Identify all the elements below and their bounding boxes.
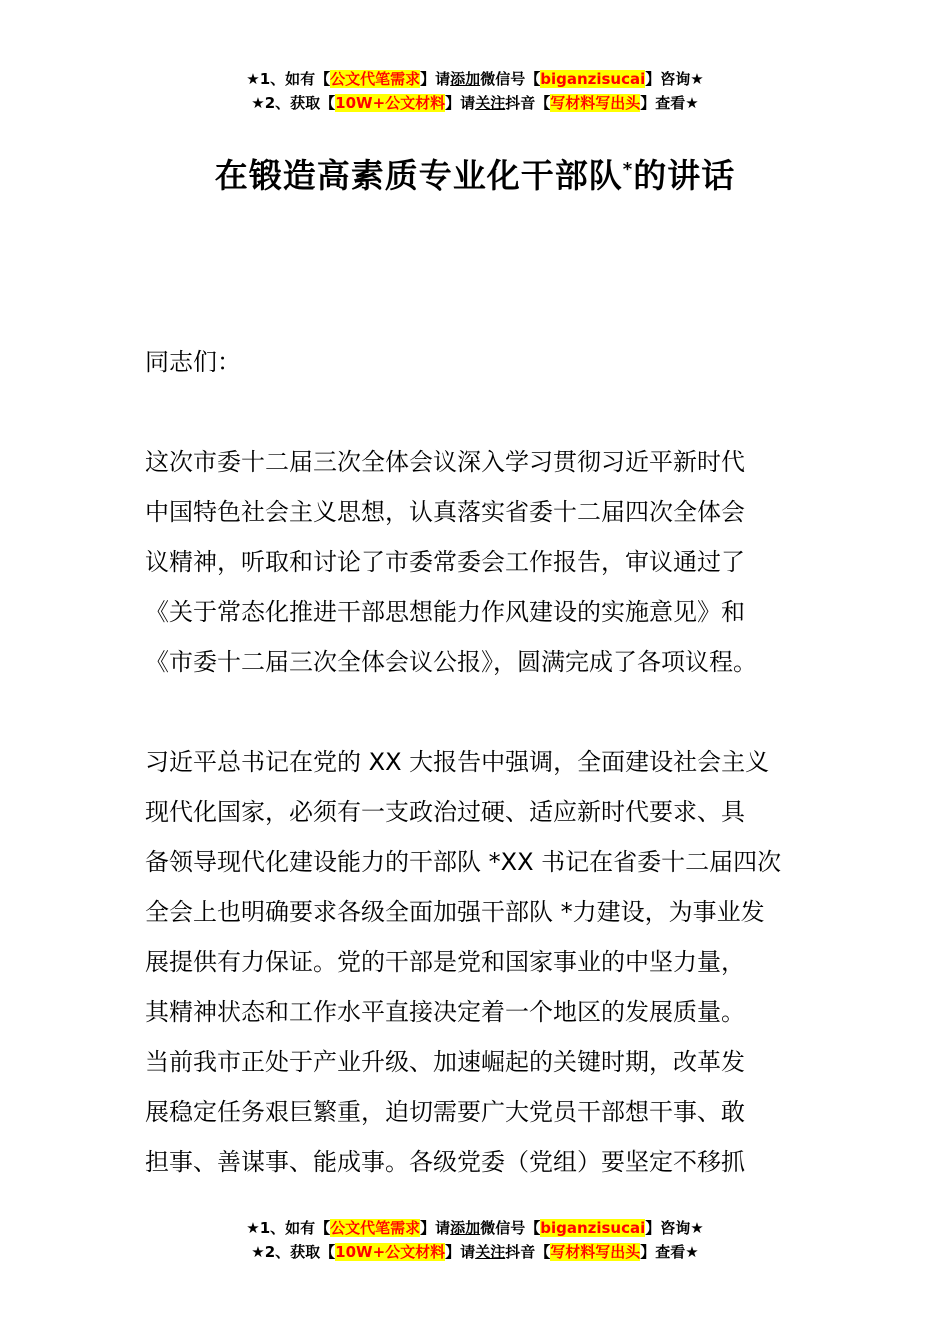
- star-icon: ★: [246, 1219, 260, 1237]
- text-line: 当前我市正处于产业升级、加速崛起的关键时期，改革发: [145, 1048, 745, 1076]
- paragraph-2: [145, 737, 810, 1187]
- promo-highlight: 10W+公文材料: [335, 1243, 446, 1261]
- text-line: 展提供有力保证。党的干部是党和国家事业的中坚力量，: [145, 948, 745, 976]
- document-title: 在锻造高素质专业化干部队*的讲话: [214, 156, 736, 195]
- text-line: 《市委十二届三次全体会议公报》，圆满完成了各项议程。: [145, 648, 757, 676]
- promo-line-2: ★2、获取【10W+公文材料】请关注抖音【写材料写出头】查看★: [251, 94, 699, 112]
- salutation: 同志们：: [145, 348, 241, 376]
- promo-highlight: 公文代笔需求: [330, 70, 421, 88]
- text-line: 习近平总书记在党的 XX 大报告中强调，全面建设社会主义: [145, 748, 770, 776]
- promo-line-2: ★2、获取【10W+公文材料】请关注抖音【写材料写出头】查看★: [251, 1243, 699, 1261]
- text-line: 议精神，听取和讨论了市委常委会工作报告，审议通过了: [145, 548, 745, 576]
- text-line: 《关于常态化推进干部思想能力作风建设的实施意见》和: [145, 598, 745, 626]
- promo-line-1: ★1、如有【公文代笔需求】请添加微信号【biganzisucai】咨询★: [246, 1219, 704, 1237]
- star-icon: ★: [246, 70, 260, 88]
- star-icon: ★: [251, 94, 265, 112]
- paragraph-1: [145, 437, 810, 687]
- promo-highlight: 10W+公文材料: [335, 94, 446, 112]
- star-icon: ★: [251, 1243, 265, 1261]
- promo-highlight: 公文代笔需求: [330, 1219, 421, 1237]
- text-line: 展稳定任务艰巨繁重，迫切需要广大党员干部想干事、敢: [145, 1098, 745, 1126]
- wechat-id: biganzisucai: [540, 1219, 646, 1237]
- star-icon: ★: [690, 1219, 704, 1237]
- douyin-account: 写材料写出头: [550, 1243, 641, 1261]
- footer-promo-banner: [0, 1216, 950, 1264]
- text-line: 这次市委十二届三次全体会议深入学习贯彻习近平新时代: [145, 448, 745, 476]
- promo-line-1: ★1、如有【公文代笔需求】请添加微信号【biganzisucai】咨询★: [246, 70, 704, 88]
- star-icon: ★: [690, 70, 704, 88]
- text-line: 备领导现代化建设能力的干部队 *XX 书记在省委十二届四次: [145, 848, 782, 876]
- text-line: 担事、善谋事、能成事。各级党委（党组）要坚定不移抓: [145, 1148, 745, 1176]
- star-icon: ★: [685, 94, 699, 112]
- text-line: 其精神状态和工作水平直接决定着一个地区的发展质量。: [145, 998, 745, 1026]
- text-line: 现代化国家，必须有一支政治过硬、适应新时代要求、具: [145, 798, 745, 826]
- text-line: 中国特色社会主义思想，认真落实省委十二届四次全体会: [145, 498, 745, 526]
- text-line: 全会上也明确要求各级全面加强干部队 *力建设，为事业发: [145, 898, 765, 926]
- header-promo-banner: [0, 67, 950, 115]
- star-icon: ★: [685, 1243, 699, 1261]
- wechat-id: biganzisucai: [540, 70, 646, 88]
- douyin-account: 写材料写出头: [550, 94, 641, 112]
